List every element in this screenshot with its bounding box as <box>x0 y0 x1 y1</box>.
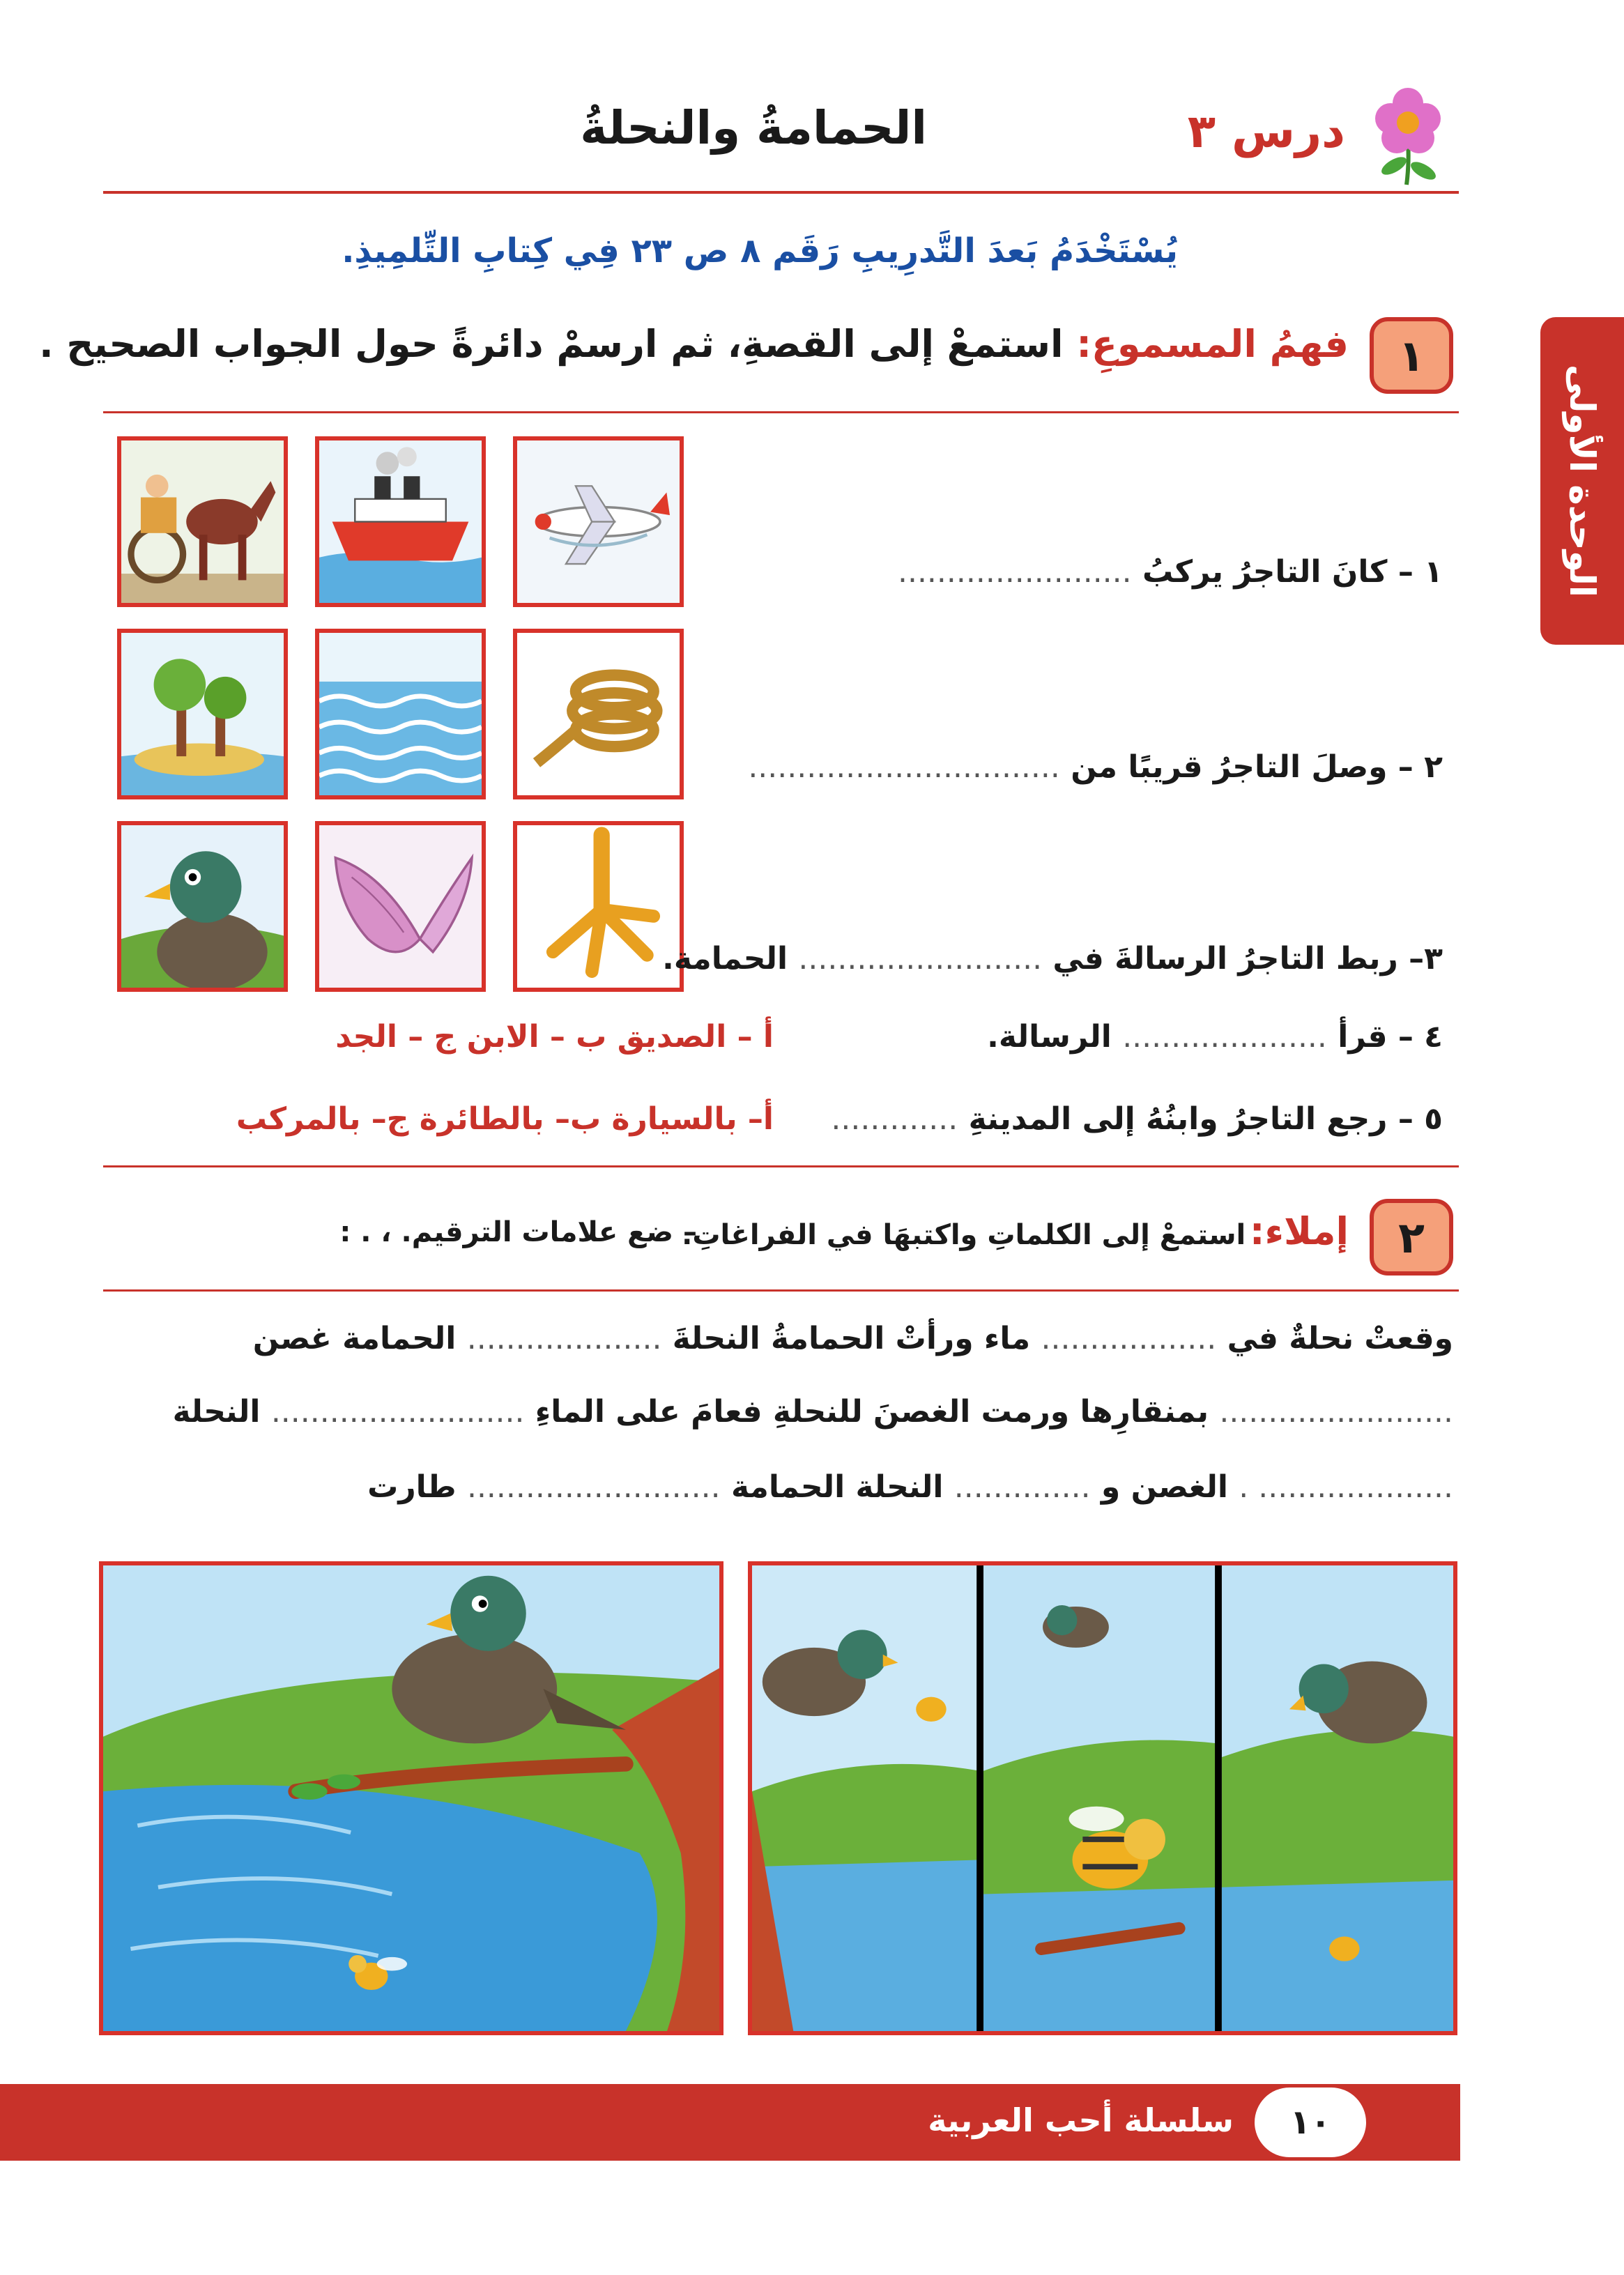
dove-head-picture <box>117 821 288 992</box>
question-3-after: الحمامة. <box>662 941 788 976</box>
dove-on-branch-illustration <box>99 1561 723 2035</box>
page-number: ١٠ <box>1289 2103 1331 2142</box>
section-1-number: ١ <box>1398 330 1425 381</box>
section-2-top-divider <box>103 1165 1459 1167</box>
section-1-heading <box>39 322 1349 366</box>
unit-side-tab-label: الوحدة الأولى <box>1562 365 1603 597</box>
question-1 <box>898 554 1443 590</box>
question-3-label: ٣– ربط التاجرُ الرسالةَ في <box>1052 941 1443 976</box>
dictation-3-a: الغصن و <box>1101 1469 1228 1505</box>
island-trees-picture <box>117 629 288 799</box>
question-3-blank[interactable]: ......................... <box>798 941 1043 976</box>
question-2 <box>748 749 1443 785</box>
horse-cart-picture <box>117 436 288 607</box>
dictation-2-blank-0[interactable]: ........................ <box>1219 1394 1453 1430</box>
ship-picture <box>315 436 486 607</box>
question-3 <box>662 941 1443 976</box>
page-title: الحمامةُ والنحلةُ <box>580 101 927 155</box>
airplane-picture <box>513 436 684 607</box>
dictation-3-blank-0[interactable]: .................... . <box>1239 1469 1453 1505</box>
question-2-label: ٢ – وصلَ التاجرُ قريبًا من <box>1071 749 1443 785</box>
dictation-3-blank-1[interactable]: .............. <box>953 1469 1091 1505</box>
question-4 <box>987 1019 1443 1055</box>
dictation-1-b: ماء ورأتْ الحمامةُ النحلةَ <box>672 1321 1031 1356</box>
dictation-1-blank-2[interactable]: .................... <box>466 1321 662 1356</box>
question-4-blank[interactable]: ..................... <box>1122 1019 1327 1055</box>
section-1-title: فهمُ المسموعِ: <box>1076 322 1349 366</box>
bird-foot-picture <box>513 821 684 992</box>
section-1-text: استمعْ إلى القصةِ، ثم ارسمْ دائرةً حول الجواب الصحيح . <box>39 322 1064 366</box>
question-5-blank[interactable]: ............. <box>831 1101 958 1137</box>
wing-picture <box>315 821 486 992</box>
sea-waves-picture <box>315 629 486 799</box>
dictation-3-c: طارت <box>367 1469 457 1505</box>
story-panels-illustration <box>748 1561 1457 2035</box>
lesson-label: درس ٣ <box>1187 105 1345 158</box>
dictation-1-blank-1[interactable]: .................. <box>1041 1321 1217 1356</box>
unit-side-tab <box>1540 317 1624 645</box>
section-1-badge <box>1370 317 1453 394</box>
question-5 <box>831 1101 1443 1137</box>
dictation-line-1 <box>253 1321 1453 1356</box>
dictation-line-2 <box>173 1394 1453 1430</box>
section-2-text: استمعْ إلى الكلماتِ واكتبهَا في الفراغاتِ. <box>682 1219 1246 1251</box>
dictation-line-3 <box>367 1469 1453 1505</box>
section-2-divider <box>103 1289 1459 1292</box>
question-4-after: الرسالة. <box>987 1019 1112 1055</box>
section-1-divider <box>103 411 1459 413</box>
punctuation-instruction: – ضع علامات الترقيم. ، . : <box>339 1216 697 1248</box>
usage-instruction: يُسْتَخْدَمُ بَعدَ التَّدرِيبِ رَقَم ٨ ص ٢٣ فِي كِتابِ التِّلمِيذِ. <box>342 231 1178 270</box>
section-2-title: إملاء: <box>1249 1209 1349 1253</box>
section-2-badge <box>1370 1199 1453 1276</box>
dictation-1-a: وقعتْ نحلةٌ في <box>1227 1321 1453 1356</box>
dictation-2-b: النحلة <box>172 1394 261 1430</box>
dictation-1-c: الحمامة غصن <box>252 1321 457 1356</box>
question-5-label: ٥ – رجع التاجرُ وابنُهُ إلى المدينةِ <box>968 1101 1443 1137</box>
question-1-label: ١ – كانَ التاجرُ يركبُ <box>1142 554 1443 590</box>
section-2-heading <box>682 1209 1349 1253</box>
dictation-2-blank-1[interactable]: .......................... <box>270 1394 525 1430</box>
flower-icon <box>1366 84 1450 188</box>
question-4-label: ٤ – قرأ <box>1338 1019 1443 1055</box>
dictation-2-a: بمنقارِها ورمت الغصنَ للنحلةِ فعامَ على الماءِ <box>535 1394 1209 1430</box>
dictation-3-b: النحلة الحمامة <box>730 1469 944 1505</box>
series-name: سلسلة أحب العربية <box>928 2101 1234 2139</box>
header-divider <box>103 191 1459 194</box>
footer-bar <box>0 2084 1460 2161</box>
page-number-badge <box>1255 2088 1366 2157</box>
question-1-blank[interactable]: ........................ <box>897 554 1132 590</box>
rope-picture <box>513 629 684 799</box>
question-4-choices[interactable]: أ – الصديق ب – الابن ج – الجد <box>335 1019 774 1055</box>
question-2-blank[interactable]: ................................ <box>748 749 1060 785</box>
question-5-choices[interactable]: أ– بالسيارة ب– بالطائرة ج– بالمركب <box>236 1101 774 1137</box>
dictation-3-blank-2[interactable]: .......................... <box>466 1469 721 1505</box>
section-2-number: ٢ <box>1398 1211 1425 1263</box>
